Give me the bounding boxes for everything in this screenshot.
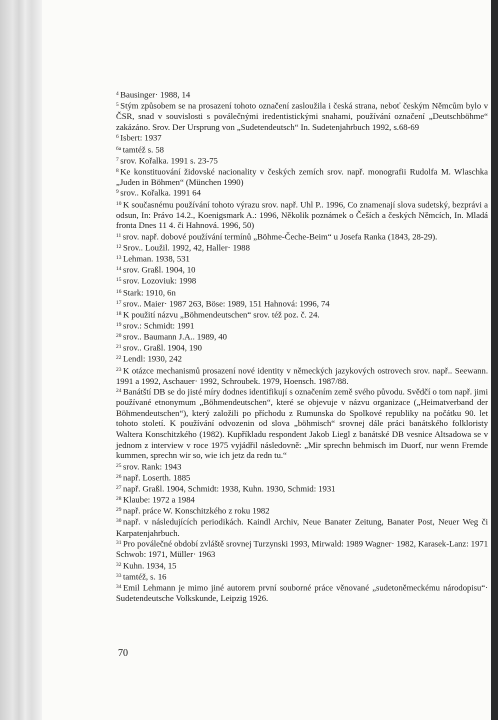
- footnote-19: [116, 320, 488, 331]
- footnote-20: [116, 331, 488, 342]
- footnote-28: [116, 494, 488, 505]
- footnote-11: [116, 231, 488, 242]
- footnote-text: Ke konstituování židovské nacionality v českých zemích srov. např. monografii Rudolfa M. Wlaschka „Juden in Böhmen“ (München 1990): [116, 166, 488, 187]
- footnote-text: Klaube: 1972 a 1984: [122, 494, 195, 505]
- footnote-text: K současnému používání tohoto výrazu srov. např. Uhl P.. 1996, Co znamenají slova sudetský, bezprávi a odsun, In: Právo 14.2., Koenigsmark A.: 1996, Několik poznámek o Češích a českých Němcích, In. Mladá fronta Dnes 11 4. či Hahnová. 1996, 50): [116, 199, 488, 231]
- footnote-number: 22: [116, 355, 122, 362]
- footnote-number: 30: [116, 518, 122, 525]
- footnote-6a: [116, 144, 488, 155]
- footnotes-list: [116, 89, 488, 604]
- footnote-30: [116, 516, 488, 538]
- footnote-number: 6: [116, 134, 119, 141]
- footnote-text: srov.. Graßl. 1904, 190: [122, 342, 202, 353]
- footnote-4: [116, 89, 488, 100]
- footnote-text: srov.. Baumann J.A.. 1989, 40: [122, 331, 227, 342]
- book-page-edges: [0, 0, 42, 720]
- footnote-number: 15: [116, 277, 122, 284]
- footnote-text: K otázce mechanismů prosazení nové identity v německých jazykových ostrovech srov. např.. Seewann. 1991 a 1992, Aschauer· 1992, Schroubek. 1979, Hoensch. 1987/88.: [116, 365, 488, 386]
- footnote-text: Lehman. 1938, 531: [122, 253, 190, 264]
- footnote-14: [116, 264, 488, 275]
- footnote-27: [116, 483, 488, 494]
- footnote-text: Stým způsobem se na prosazení tohoto označení zasloužila i česká strana, neboť českým Němcům bylo v ČSR, snad v souvislosti s poválečnými iredentistickými snahami, používání označení „Deutschböhme“ zakázáno. Srov. Der Ursprung von „Sudetendeutsch“ In. Sudetenjahrbuch 1992, s.68-69: [116, 100, 488, 132]
- footnote-17: [116, 298, 488, 309]
- footnote-text: Emil Lehmann je mimo jiné autorem první souborné práce věnované „sudetoněmeckému národopisu“· Sudetendeutsche Volkskunde, Leipzig 1926.: [116, 582, 488, 604]
- footnote-text: např. Loserth. 1885: [122, 472, 191, 483]
- footnote-text: srov.: Schmidt: 1991: [122, 320, 195, 331]
- footnote-23: [116, 365, 488, 387]
- footnote-text: Banátští DB se do jisté míry dodnes identifikují s označením země svého původu. Svědčí o tom např. jimi používané etnonymum „Böhmendeutschen“, které se objevuje v názvu organizace („Heimatverband der Böhmendeutschen“), který založili po příchodu z Rumunska do Spolkové republiky na počátku 90. let tohoto století. K používání odvozenin od slova „böhmisch“ srovnej dále práci banátského folkloristy Waltera Konschitzkého (1982). Kupříkladu respondent Jakob Liegl z banátské DB vesnice Altsadowa se v jednom z interview v roce 1975 vyjádřil následovně: „Mir sprechn behmisch im Duorf, nur wenn Fremde kummen, sprechn wir so, wie ich jetz da redn tu.“: [116, 386, 488, 461]
- footnote-text: např. Graßl. 1904, Schmidt: 1938, Kuhn. 1930, Schmid: 1931: [122, 483, 336, 494]
- footnote-text: Pro poválečné období zvláště srovnej Turzynski 1993, Mirwald: 1989 Wagner· 1982, Karasek-Lanz: 1971 Schwob: 1971, Müller· 1963: [116, 538, 488, 560]
- footnote-18: [116, 309, 488, 320]
- footnote-31: [116, 538, 488, 560]
- footnote-text: Isbert: 1937: [120, 132, 162, 143]
- footnote-text: srov.. Maier· 1987 263, Böse: 1989, 151 Hahnová: 1996, 74: [122, 298, 330, 309]
- footnote-24: [116, 386, 488, 460]
- footnote-6: [116, 132, 488, 143]
- footnote-text: srov. Lozoviuk: 1998: [122, 276, 197, 287]
- footnote-number: 6a: [116, 145, 122, 152]
- footnote-number: 16: [116, 288, 122, 295]
- footnote-number: 20: [116, 333, 122, 340]
- footnote-number: 5: [116, 102, 119, 109]
- footnote-number: 17: [116, 299, 122, 306]
- footnote-number: 4: [116, 91, 119, 97]
- footnote-text: tamtéž s. 58: [122, 144, 164, 155]
- footnote-text: tamtéž, s. 16: [122, 571, 167, 582]
- footnote-number: 13: [116, 255, 122, 262]
- footnote-text: srov. např. dobové používání termínů „Böhme-Čeche-Beim“ u Josefa Ranka (1843, 28-29).: [122, 231, 438, 242]
- footnote-text: Bausinger· 1988, 14: [120, 89, 191, 100]
- footnote-text: K použití názvu „Böhmendeutschen“ srov. též poz. č. 24.: [122, 309, 320, 320]
- footnote-number: 11: [116, 232, 122, 239]
- footnote-number: 14: [116, 266, 122, 273]
- footnote-10: [116, 199, 488, 231]
- footnote-26: [116, 472, 488, 483]
- footnote-25: [116, 461, 488, 472]
- footnote-text: Kuhn. 1934, 15: [122, 560, 177, 571]
- footnote-text: srov. Kořalka. 1991 s. 23-75: [120, 155, 218, 166]
- footnote-33: [116, 571, 488, 582]
- footnote-number: 10: [116, 200, 122, 207]
- footnote-16: [116, 287, 488, 298]
- footnote-34: [116, 582, 488, 604]
- footnote-number: 21: [116, 344, 122, 351]
- footnote-text: Lendl: 1930, 242: [122, 354, 182, 364]
- footnote-12: [116, 242, 488, 253]
- footnote-number: 9: [116, 189, 119, 196]
- footnote-number: 33: [116, 572, 122, 579]
- footnote-number: 18: [116, 310, 122, 317]
- footnote-13: [116, 253, 488, 264]
- footnote-number: 31: [116, 540, 122, 547]
- footnote-number: 25: [116, 462, 122, 469]
- footnote-number: 27: [116, 484, 122, 491]
- footnote-text: Stark: 1910, 6n: [122, 287, 176, 298]
- footnote-text: srov. Rank: 1943: [122, 461, 182, 472]
- footnote-text: Srov.. Loužil. 1992, 42, Haller· 1988: [122, 242, 250, 253]
- scan-border: [491, 0, 498, 720]
- footnote-text: např. v následujících periodikách. Kaindl Archiv, Neue Banater Zeitung, Banater Post, Neuer Weg či Karpatenjahrbuch.: [116, 516, 488, 538]
- footnote-number: 23: [116, 366, 122, 373]
- footnote-number: 24: [116, 388, 122, 395]
- footnote-number: 29: [116, 507, 122, 514]
- page-number: 70: [118, 648, 128, 659]
- footnote-5: [116, 100, 488, 132]
- footnote-15: [116, 275, 488, 286]
- footnote-number: 28: [116, 496, 122, 503]
- footnote-number: 19: [116, 321, 122, 328]
- footnote-text: srov. Graßl. 1904, 10: [122, 264, 196, 275]
- footnote-8: [116, 166, 488, 188]
- footnote-text: např. práce W. Konschitzkého z roku 1982: [122, 505, 270, 516]
- footnote-9: [116, 187, 488, 198]
- footnote-number: 26: [116, 473, 122, 480]
- footnote-number: 12: [116, 244, 122, 250]
- footnote-number: 8: [116, 167, 119, 174]
- footnote-7: [116, 155, 488, 166]
- footnote-text: srov.. Kořalka. 1991 64: [120, 188, 201, 199]
- footnote-22: [116, 353, 488, 364]
- footnote-29: [116, 505, 488, 516]
- footnote-number: 34: [116, 584, 122, 591]
- footnote-21: [116, 342, 488, 353]
- footnote-number: 32: [116, 561, 122, 568]
- footnote-32: [116, 560, 488, 571]
- footnote-number: 7: [116, 156, 119, 163]
